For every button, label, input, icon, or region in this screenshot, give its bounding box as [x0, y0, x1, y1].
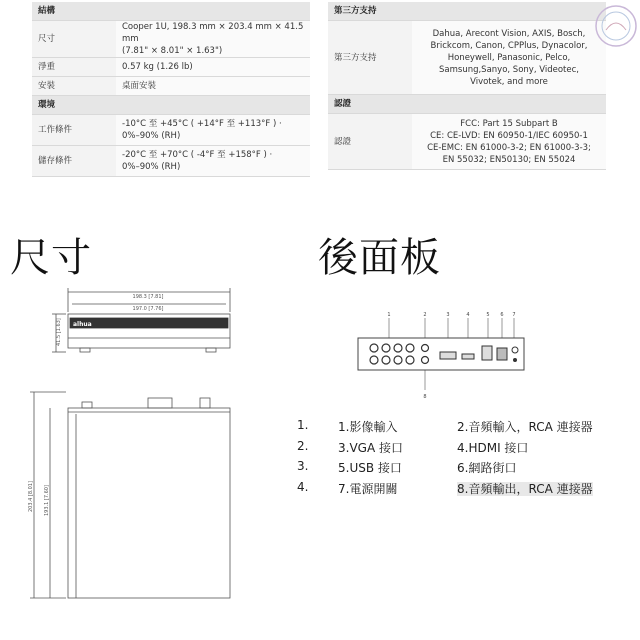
spec-row	[328, 21, 606, 95]
hdmi-port	[462, 354, 474, 359]
spec-line: 0%–90% (RH)	[122, 131, 181, 141]
legend-item-video-input: 1.影像輸入	[338, 420, 398, 434]
legend-item-network: 6.網路街口	[457, 461, 517, 475]
legend-item-audio-output-text: 8.音頻輸出，RCA 連接器	[457, 482, 593, 496]
callout-7: 7	[512, 312, 516, 318]
circular-stamp-icon	[594, 4, 638, 48]
power-jack	[513, 358, 517, 362]
spec-value	[116, 21, 310, 58]
spec-row	[32, 58, 310, 77]
width-overall-label: 198.3 [7.81]	[132, 294, 164, 300]
brand-logo: alhua	[73, 321, 92, 328]
spec-key: 第三方支持	[328, 21, 412, 95]
spec-line: -10°C 至 +45°C ( +14°F 至 +113°F ) ·	[122, 119, 282, 129]
spec-row	[32, 77, 310, 96]
legend-item-audio-input: 2.音頻輸入，RCA 連接器	[457, 420, 593, 434]
spec-value	[412, 114, 606, 170]
dimension-drawing	[20, 282, 250, 612]
spec-line: (7.81" × 8.01" × 1.63")	[122, 46, 223, 56]
depth-overall-label: 203.4 [8.01]	[28, 481, 34, 512]
spec-key: 淨重	[32, 58, 116, 77]
height-label: 41.5 [1.63]	[56, 318, 62, 346]
callout-8: 8	[423, 394, 427, 400]
legend-num-3: 3.	[297, 459, 309, 473]
spec-line: Cooper 1U, 198.3 mm × 203.4 mm × 41.5 mm	[122, 22, 304, 44]
depth-inner-label: 193.1 [7.60]	[44, 485, 50, 516]
legend-num-4: 4.	[297, 480, 309, 494]
dimensions-title: 尺寸	[10, 235, 92, 281]
spec-key: 工作條件	[32, 115, 116, 146]
section-header	[328, 2, 606, 21]
callout-6: 6	[500, 312, 504, 318]
section-header	[32, 2, 310, 21]
network-port	[497, 348, 507, 360]
rear-panel-title: 後面板	[318, 235, 441, 281]
audio-in-rca	[422, 345, 429, 352]
audio-out-rca	[422, 357, 429, 364]
callout-5: 5	[486, 312, 490, 318]
width-inner-label: 197.0 [7.76]	[132, 306, 164, 312]
spec-key: 尺寸	[32, 21, 116, 58]
spec-row	[32, 115, 310, 146]
legend-item-vga: 3.VGA 接口	[338, 441, 403, 455]
spec-table-left	[32, 2, 310, 177]
power-switch	[512, 347, 518, 353]
top-view-body	[68, 408, 230, 598]
spec-line: EN 55032; EN50130; EN 55024	[442, 154, 576, 165]
spec-row	[32, 21, 310, 58]
spec-line: Honeywell, Panasonic, Pelco,	[447, 52, 571, 63]
section-header	[328, 95, 606, 114]
vga-port	[440, 352, 456, 359]
spec-line: Brickcom, Canon, CPPlus, Dynacolor,	[430, 40, 588, 51]
spec-value	[116, 58, 310, 77]
spec-line: 0%–90% (RH)	[122, 162, 181, 172]
section-header	[32, 96, 310, 115]
legend-item-power-switch: 7.電源開關	[338, 482, 398, 496]
section-title: 第三方支持	[328, 2, 606, 21]
section-title: 認證	[328, 95, 606, 114]
spec-line: Vivotek, and more	[470, 76, 548, 87]
spec-line: CE: CE-LVD: EN 60950-1/IEC 60950-1	[430, 130, 588, 141]
section-title: 環境	[32, 96, 310, 115]
spec-value	[116, 146, 310, 177]
section-title: 結構	[32, 2, 310, 21]
spec-line: Dahua, Arecont Vision, AXIS, Bosch,	[432, 28, 586, 39]
spec-row	[32, 146, 310, 177]
callout-3: 3	[446, 312, 450, 318]
rear-panel-drawing	[340, 308, 540, 404]
spec-line: 桌面安裝	[122, 81, 157, 91]
legend-item-audio-output	[457, 480, 593, 497]
callout-2: 2	[423, 312, 427, 318]
legend-item-usb: 5.USB 接口	[338, 461, 402, 475]
spec-row	[328, 114, 606, 170]
spec-line: CE-EMC: EN 61000-3-2; EN 61000-3-3;	[427, 142, 591, 153]
callout-1: 1	[387, 312, 391, 318]
spec-key: 儲存條件	[32, 146, 116, 177]
spec-line: 0.57 kg (1.26 lb)	[122, 62, 193, 72]
spec-key: 認證	[328, 114, 412, 170]
legend-num-1: 1.	[297, 418, 309, 432]
usb-port	[482, 346, 492, 360]
spec-table-right	[328, 2, 606, 170]
spec-key: 安裝	[32, 77, 116, 96]
legend-item-hdmi: 4.HDMI 接口	[457, 441, 529, 455]
callout-4: 4	[466, 312, 470, 318]
spec-line: Samsung,Sanyo, Sony, Videotec,	[439, 64, 579, 75]
legend-num-2: 2.	[297, 439, 309, 453]
spec-value	[116, 115, 310, 146]
spec-line: FCC: Part 15 Subpart B	[460, 118, 558, 129]
spec-value	[412, 21, 606, 95]
spec-line: -20°C 至 +70°C ( -4°F 至 +158°F ) ·	[122, 150, 273, 160]
spec-value	[116, 77, 310, 96]
